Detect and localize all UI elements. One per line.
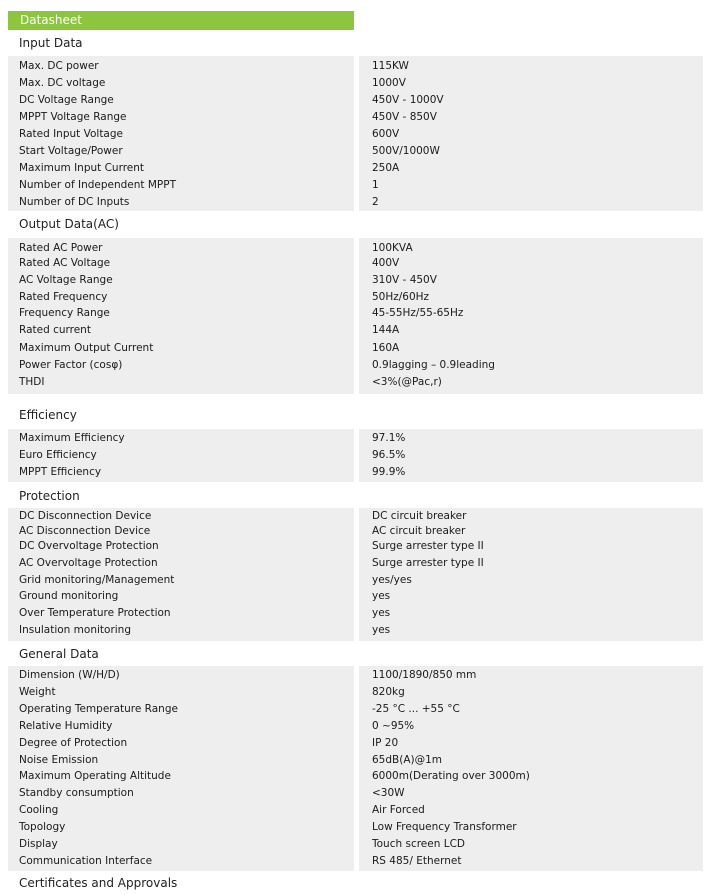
row-label: AC Disconnection Device [19, 525, 151, 537]
table-row [8, 836, 703, 852]
row-value: yes [372, 590, 391, 602]
table-row [8, 240, 703, 256]
table-row [8, 430, 703, 446]
row-label: Topology [19, 821, 66, 833]
row-label: Over Temperature Protection [19, 607, 171, 619]
table-row [8, 194, 703, 210]
row-value: 450V - 1000V [372, 94, 444, 106]
row-value: 96.5% [372, 449, 406, 461]
row-label: Rated Input Voltage [19, 128, 123, 140]
row-label: DC Voltage Range [19, 94, 114, 106]
row-label: Ground monitoring [19, 590, 119, 602]
row-value: 2 [372, 196, 379, 208]
row-label: Maximum Input Current [19, 162, 145, 174]
row-label: DC Disconnection Device [19, 510, 152, 522]
table-row [8, 684, 703, 700]
row-label: Maximum Efficiency [19, 432, 125, 444]
section-title-general-data: General Data [19, 647, 99, 661]
row-value: 450V - 850V [372, 111, 437, 123]
table-row [8, 572, 703, 588]
table-row [8, 289, 703, 305]
row-value: <3%(@Pac,r) [372, 376, 442, 388]
row-value: 500V/1000W [372, 145, 440, 157]
row-label: Insulation monitoring [19, 624, 131, 636]
row-label: Communication Interface [19, 855, 153, 867]
row-value: 50Hz/60Hz [372, 291, 430, 303]
section-title-output-data: Output Data(AC) [19, 217, 119, 231]
table-row [8, 752, 703, 768]
table-row [8, 272, 703, 288]
table-row [8, 785, 703, 801]
row-value: 100KVA [372, 242, 413, 254]
table-row [8, 143, 703, 159]
row-value: 310V - 450V [372, 274, 437, 286]
row-value: Touch screen LCD [372, 838, 465, 850]
row-label: Noise Emission [19, 754, 99, 766]
row-label: Maximum Operating Altitude [19, 770, 171, 782]
row-value: yes [372, 624, 391, 636]
section-title-protection: Protection [19, 489, 80, 503]
table-row [8, 523, 703, 539]
row-value: 1100/1890/850 mm [372, 669, 477, 681]
row-label: Rated current [19, 324, 91, 336]
row-value: 600V [372, 128, 400, 140]
row-label: AC Voltage Range [19, 274, 113, 286]
row-label: Number of Independent MPPT [19, 179, 177, 191]
table-row [8, 447, 703, 463]
row-label: Start Voltage/Power [19, 145, 123, 157]
row-label: Max. DC power [19, 60, 99, 72]
section-title-efficiency: Efficiency [19, 408, 77, 422]
datasheet-tab[interactable]: Datasheet [8, 11, 354, 30]
row-value: yes/yes [372, 574, 412, 586]
row-value: 45-55Hz/55-65Hz [372, 307, 464, 319]
table-row [8, 255, 703, 271]
row-value: 99.9% [372, 466, 406, 478]
output-data-table [8, 238, 703, 394]
row-value: DC circuit breaker [372, 510, 467, 522]
row-label: Euro Efficiency [19, 449, 97, 461]
protection-table [8, 508, 703, 641]
row-label: Standby consumption [19, 787, 134, 799]
table-row [8, 58, 703, 74]
row-value: AC circuit breaker [372, 525, 466, 537]
table-row [8, 768, 703, 784]
row-value: 0.9lagging – 0.9leading [372, 359, 495, 371]
row-label: Power Factor (cosφ) [19, 359, 123, 371]
section-title-input-data: Input Data [19, 36, 83, 50]
table-row [8, 357, 703, 373]
input-data-table [8, 56, 703, 211]
row-label: DC Overvoltage Protection [19, 540, 159, 552]
table-row [8, 374, 703, 390]
row-label: Frequency Range [19, 307, 110, 319]
table-row [8, 322, 703, 338]
row-value: 0 ~95% [372, 720, 415, 732]
table-row [8, 126, 703, 142]
row-value: 144A [372, 324, 400, 336]
row-value: RS 485/ Ethernet [372, 855, 462, 867]
table-row [8, 667, 703, 683]
row-label: Display [19, 838, 58, 850]
table-row [8, 622, 703, 638]
row-value: 65dB(A)@1m [372, 754, 443, 766]
table-row [8, 305, 703, 321]
row-value: 115KW [372, 60, 409, 72]
row-value: 820kg [372, 686, 405, 698]
table-row [8, 701, 703, 717]
row-label: MPPT Efficiency [19, 466, 102, 478]
table-row [8, 555, 703, 571]
row-value: -25 °C ... +55 °C [372, 703, 460, 715]
table-row [8, 464, 703, 480]
row-label: Rated AC Voltage [19, 257, 111, 269]
row-value: 6000m(Derating over 3000m) [372, 770, 530, 782]
row-value: Low Frequency Transformer [372, 821, 517, 833]
table-row [8, 109, 703, 125]
table-row [8, 340, 703, 356]
efficiency-table [8, 429, 703, 482]
row-label: Maximum Output Current [19, 342, 154, 354]
row-label: Weight [19, 686, 56, 698]
row-label: Operating Temperature Range [19, 703, 178, 715]
table-row [8, 819, 703, 835]
row-label: Relative Humidity [19, 720, 113, 732]
table-row [8, 735, 703, 751]
table-row [8, 538, 703, 554]
row-label: Max. DC voltage [19, 77, 106, 89]
row-label: Rated AC Power [19, 242, 103, 254]
row-label: MPPT Voltage Range [19, 111, 127, 123]
row-label: Cooling [19, 804, 59, 816]
row-value: Surge arrester type II [372, 540, 484, 552]
section-title-certificates: Certificates and Approvals [19, 876, 178, 890]
table-row [8, 588, 703, 604]
row-value: Air Forced [372, 804, 425, 816]
row-label: Dimension (W/H/D) [19, 669, 120, 681]
general-data-table [8, 666, 703, 871]
table-row [8, 802, 703, 818]
table-row [8, 605, 703, 621]
row-label: Rated Frequency [19, 291, 108, 303]
row-value: 1 [372, 179, 379, 191]
table-row [8, 508, 703, 524]
row-label: Degree of Protection [19, 737, 128, 749]
table-row [8, 92, 703, 108]
table-row [8, 177, 703, 193]
row-label: AC Overvoltage Protection [19, 557, 158, 569]
row-value: Surge arrester type II [372, 557, 484, 569]
table-row [8, 75, 703, 91]
row-value: 400V [372, 257, 400, 269]
row-label: THDI [19, 376, 45, 388]
row-value: 97.1% [372, 432, 406, 444]
table-row [8, 718, 703, 734]
row-value: 160A [372, 342, 400, 354]
row-value: yes [372, 607, 391, 619]
table-row [8, 853, 703, 869]
row-value: IP 20 [372, 737, 399, 749]
row-value: 250A [372, 162, 400, 174]
table-row [8, 160, 703, 176]
row-value: <30W [372, 787, 405, 799]
row-label: Number of DC Inputs [19, 196, 130, 208]
row-value: 1000V [372, 77, 406, 89]
row-label: Grid monitoring/Management [19, 574, 175, 586]
